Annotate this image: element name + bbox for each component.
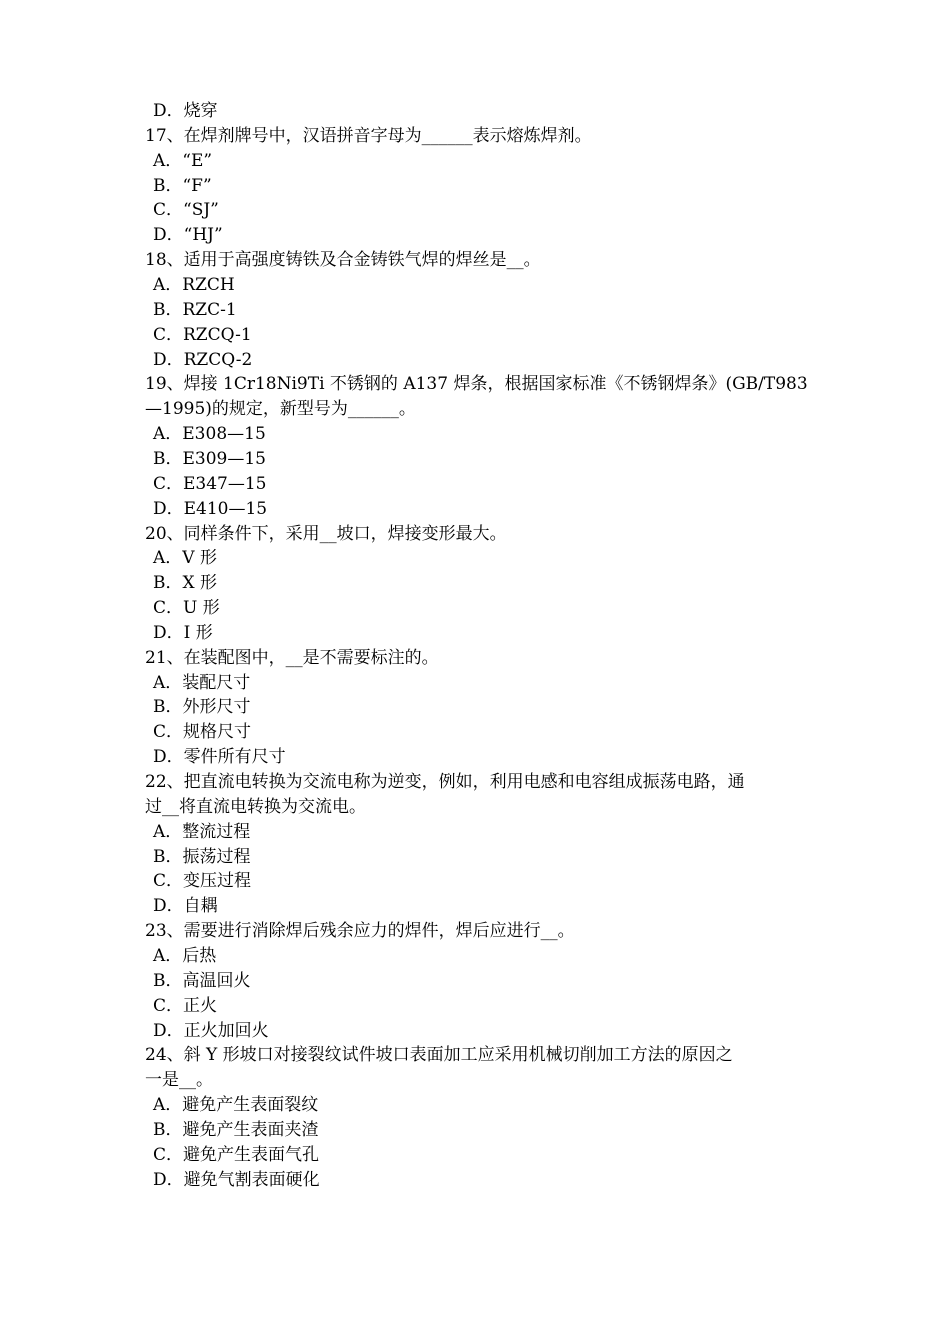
answer-option: D．零件所有尺寸 — [153, 747, 286, 768]
answer-option: D．自耦 — [153, 896, 218, 917]
answer-option: D．RZCQ-2 — [153, 349, 253, 370]
answer-option: D．“HJ” — [153, 225, 223, 246]
answer-option: A．避免产生表面裂纹 — [153, 1095, 319, 1115]
answer-option: B．X 形 — [153, 573, 217, 594]
answer-option: C．U 形 — [153, 598, 220, 618]
answer-option: B．高温回火 — [153, 970, 251, 991]
answer-option: B．“F” — [153, 175, 212, 196]
question-text: 17、在焊剂牌号中，汉语拼音字母为______表示熔炼焊剂。 — [145, 125, 592, 146]
answer-option: D．避免气割表面硬化 — [153, 1169, 320, 1190]
answer-option: A．整流过程 — [153, 821, 251, 842]
question-text: 21、在装配图中，__是不需要标注的。 — [145, 647, 439, 668]
answer-option: A．“E” — [153, 150, 213, 171]
answer-option: C．变压过程 — [153, 871, 252, 892]
answer-option: B．E309—15 — [153, 448, 266, 469]
answer-option: D．E410—15 — [153, 498, 268, 519]
answer-option: A．V 形 — [153, 548, 217, 569]
answer-option: C．正火 — [153, 995, 218, 1016]
answer-option: A．装配尺寸 — [153, 672, 251, 693]
answer-option: A．E308—15 — [153, 424, 266, 445]
question-text: 20、同样条件下，采用__坡口，焊接变形最大。 — [145, 523, 507, 544]
answer-option: B．RZC-1 — [153, 299, 237, 320]
question-text: 22、把直流电转换为交流电称为逆变，例如，利用电感和电容组成振荡电路，通 — [145, 772, 745, 792]
question-text: 23、需要进行消除焊后残余应力的焊件，焊后应进行__。 — [145, 921, 575, 942]
answer-option: C．避免产生表面气孔 — [153, 1144, 320, 1165]
answer-option: D．烧穿 — [153, 101, 218, 121]
answer-option: C．规格尺寸 — [153, 722, 252, 743]
question-text: 19、焊接 1Cr18Ni9Ti 不锈钢的 A137 焊条，根据国家标准《不锈钢焊条》(GB/T983 — [145, 374, 808, 395]
question-text: 24、斜 Y 形坡口对接裂纹试件坡口表面加工应采用机械切削加工方法的原因之 — [145, 1045, 733, 1066]
answer-option: B．振荡过程 — [153, 846, 251, 867]
answer-option: A．后热 — [153, 945, 217, 966]
question-text: 18、适用于高强度铸铁及合金铸铁气焊的焊丝是__。 — [145, 250, 541, 271]
answer-option: C．“SJ” — [153, 200, 219, 221]
answer-option: C．RZCQ-1 — [153, 324, 252, 345]
answer-option: A．RZCH — [153, 275, 235, 295]
question-text: —1995)的规定，新型号为______。 — [145, 399, 416, 420]
question-text: 过__将直流电转换为交流电。 — [145, 796, 366, 817]
answer-option: D．正火加回火 — [153, 1020, 269, 1041]
answer-option: B．避免产生表面夹渣 — [153, 1119, 319, 1140]
question-text: 一是__。 — [145, 1070, 213, 1091]
answer-option: B．外形尺寸 — [153, 697, 251, 718]
answer-option: D．I 形 — [153, 622, 213, 643]
answer-option: C．E347—15 — [153, 473, 267, 494]
